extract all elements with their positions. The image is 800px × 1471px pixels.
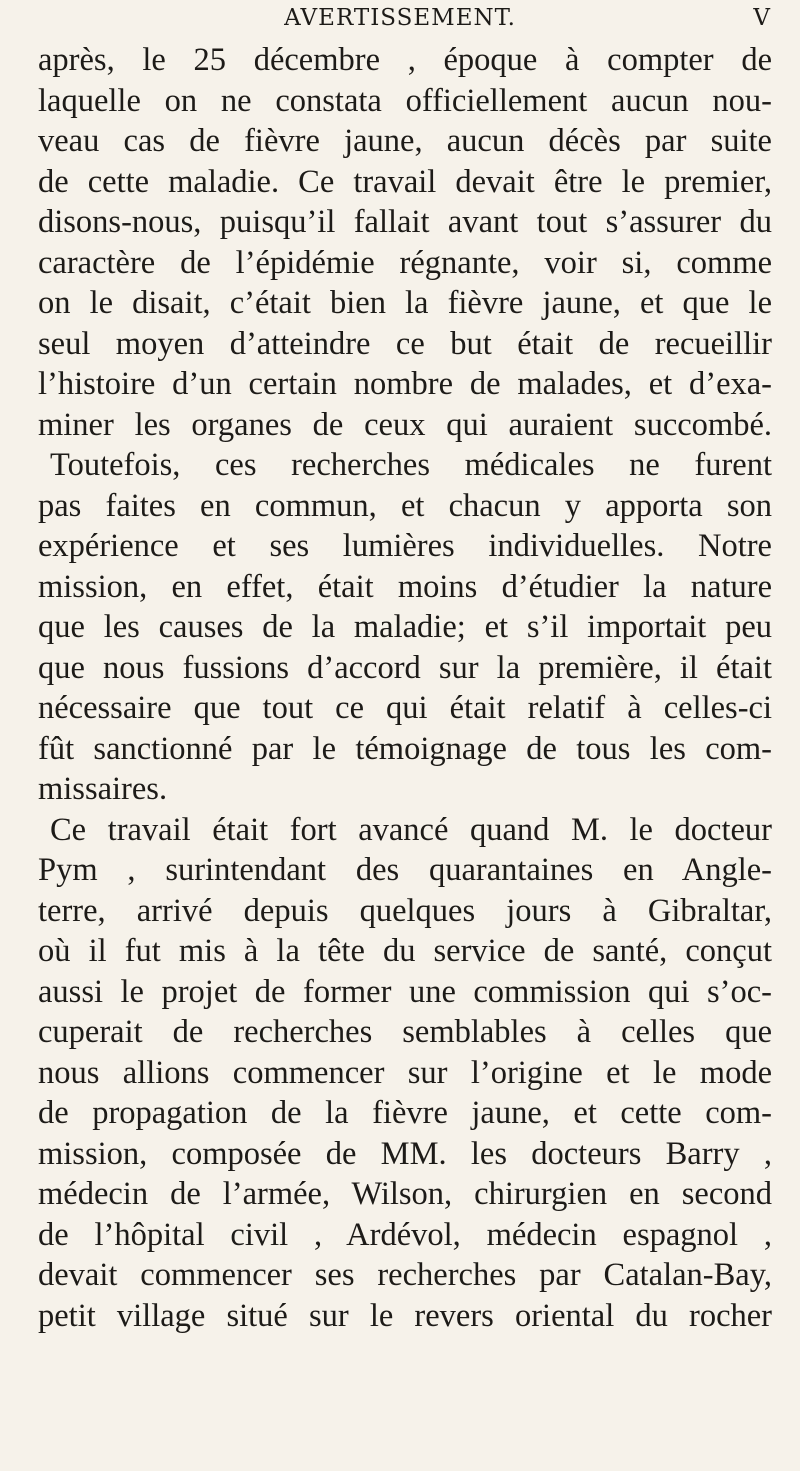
- text-line: caractère de l’épidémie régnante, voir si, comme: [38, 244, 772, 281]
- text-line: devait commencer ses recherches par Catalan-Bay,: [38, 1257, 772, 1293]
- body-text: [38, 40, 772, 1336]
- text-line: l’histoire d’un certain nombre de malades, et d’exa-: [38, 366, 772, 402]
- text-line: Toutefois, ces recherches médicales ne furent: [50, 447, 772, 483]
- text-line: après, le 25 décembre , époque à compter de: [38, 42, 772, 78]
- text-line: petit village situé sur le revers oriental du rocher: [38, 1297, 772, 1334]
- text-line: médecin de l’armée, Wilson, chirurgien en second: [38, 1176, 772, 1212]
- text-line: Pym , surintendant des quarantaines en Angle-: [38, 852, 772, 888]
- text-line: Ce travail était fort avancé quand M. le docteur: [50, 811, 772, 848]
- page-number: V: [753, 5, 770, 31]
- text-line: laquelle on ne constata officiellement aucun nou-: [38, 82, 772, 119]
- text-line: nécessaire que tout ce qui était relatif à celles-ci: [38, 690, 772, 726]
- text-line: missaires.: [38, 771, 168, 807]
- text-line: de l’hôpital civil , Ardévol, médecin espagnol ,: [38, 1216, 772, 1253]
- text-line: pas faites en commun, et chacun y apporta son: [38, 487, 772, 524]
- text-line: cuperait de recherches semblables à celles que: [38, 1014, 772, 1050]
- text-line: de propagation de la fièvre jaune, et cette com-: [38, 1095, 772, 1131]
- text-line: expérience et ses lumières individuelles. Notre: [38, 528, 772, 564]
- text-line: mission, en effet, était moins d’étudier la nature: [38, 568, 772, 605]
- page-header: [0, 0, 800, 40]
- text-line: que les causes de la maladie; et s’il importait peu: [38, 609, 772, 645]
- text-line: miner les organes de ceux qui auraient succombé.: [38, 406, 772, 443]
- text-line: terre, arrivé depuis quelques jours à Gibraltar,: [38, 892, 772, 929]
- text-line: mission, composée de MM. les docteurs Barry ,: [38, 1135, 772, 1172]
- text-line: fût sanctionné par le témoignage de tous les com-: [38, 730, 772, 767]
- text-line: nous allions commencer sur l’origine et le mode: [38, 1054, 772, 1091]
- text-line: seul moyen d’atteindre ce but était de recueillir: [38, 325, 772, 362]
- running-title: AVERTISSEMENT.: [284, 5, 516, 31]
- text-line: aussi le projet de former une commission qui s’oc-: [38, 973, 772, 1010]
- text-line: disons-nous, puisqu’il fallait avant tout s’assurer du: [38, 204, 772, 240]
- text-line: on le disait, c’était bien la fièvre jaune, et que le: [38, 285, 772, 321]
- text-line: que nous fussions d’accord sur la première, il était: [38, 649, 772, 686]
- text-line: veau cas de fièvre jaune, aucun décès par suite: [38, 123, 772, 159]
- text-line: de cette maladie. Ce travail devait être le premier,: [38, 163, 772, 200]
- text-line: où il fut mis à la tête du service de santé, conçut: [38, 933, 772, 969]
